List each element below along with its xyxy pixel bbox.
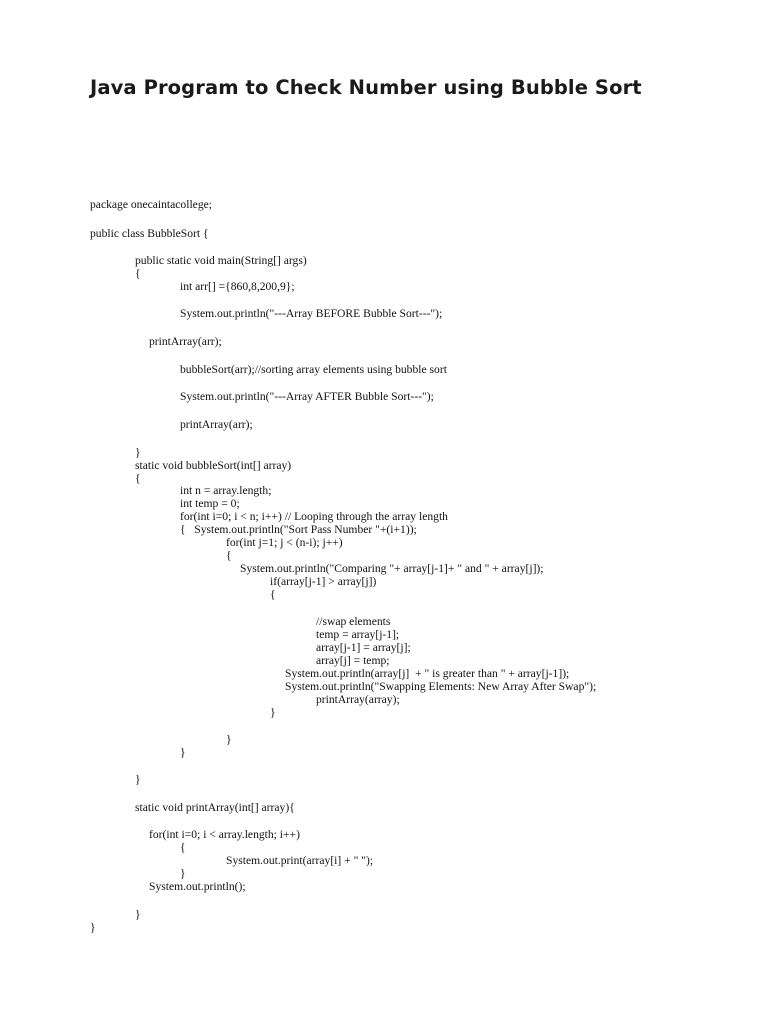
code-line: System.out.println(array[j] + " is greater than " + array[j-1]); [285,667,570,680]
code-line: } [135,446,141,459]
code-line: static void printArray(int[] array){ [135,801,295,814]
code-line: printArray(arr); [149,335,222,348]
code-line: int temp = 0; [180,497,240,510]
code-line: { [180,841,186,854]
code-line: { [226,549,232,562]
code-line: } [180,867,186,880]
code-line: { [270,588,276,601]
code-line: printArray(arr); [180,418,253,431]
page-title: Java Program to Check Number using Bubble Sort [90,76,642,99]
code-line: int n = array.length; [180,484,272,497]
code-line: System.out.print(array[i] + " "); [226,854,374,867]
code-line: printArray(array); [316,693,400,706]
code-line: System.out.println(); [149,880,246,893]
code-line: System.out.println("---Array AFTER Bubble Sort---"); [180,390,434,403]
code-line: public static void main(String[] args) [135,254,307,267]
code-line: for(int i=0; i < n; i++) // Looping through the array length [180,510,448,523]
code-line: if(array[j-1] > array[j]) [270,575,377,588]
code-line: package onecaintacollege; [90,198,212,211]
code-line: } [180,746,186,759]
code-line: } [270,706,276,719]
code-line: } [135,773,141,786]
code-line: for(int j=1; j < (n-i); j++) [226,536,343,549]
code-line: public class BubbleSort { [90,227,209,240]
code-line: temp = array[j-1]; [316,628,400,641]
code-line: //swap elements [316,615,391,628]
code-line: static void bubbleSort(int[] array) [135,459,292,472]
code-line: array[j-1] = array[j]; [316,641,411,654]
code-line: for(int i=0; i < array.length; i++) [149,828,300,841]
code-line: int arr[] ={860,8,200,9}; [180,280,295,293]
code-line: } [135,908,141,921]
code-line: { [135,267,141,280]
code-line: System.out.println("---Array BEFORE Bubble Sort---"); [180,307,443,320]
code-line: System.out.println("Swapping Elements: New Array After Swap"); [285,680,597,693]
code-line: System.out.println("Comparing "+ array[j-1]+ " and " + array[j]); [240,562,544,575]
code-line: } [90,921,96,934]
code-line: { System.out.println("Sort Pass Number "+(i+1)); [180,523,417,536]
code-line: } [226,733,232,746]
code-line: array[j] = temp; [316,654,390,667]
code-line: bubbleSort(arr);//sorting array elements using bubble sort [180,363,447,376]
code-line: { [135,472,141,485]
